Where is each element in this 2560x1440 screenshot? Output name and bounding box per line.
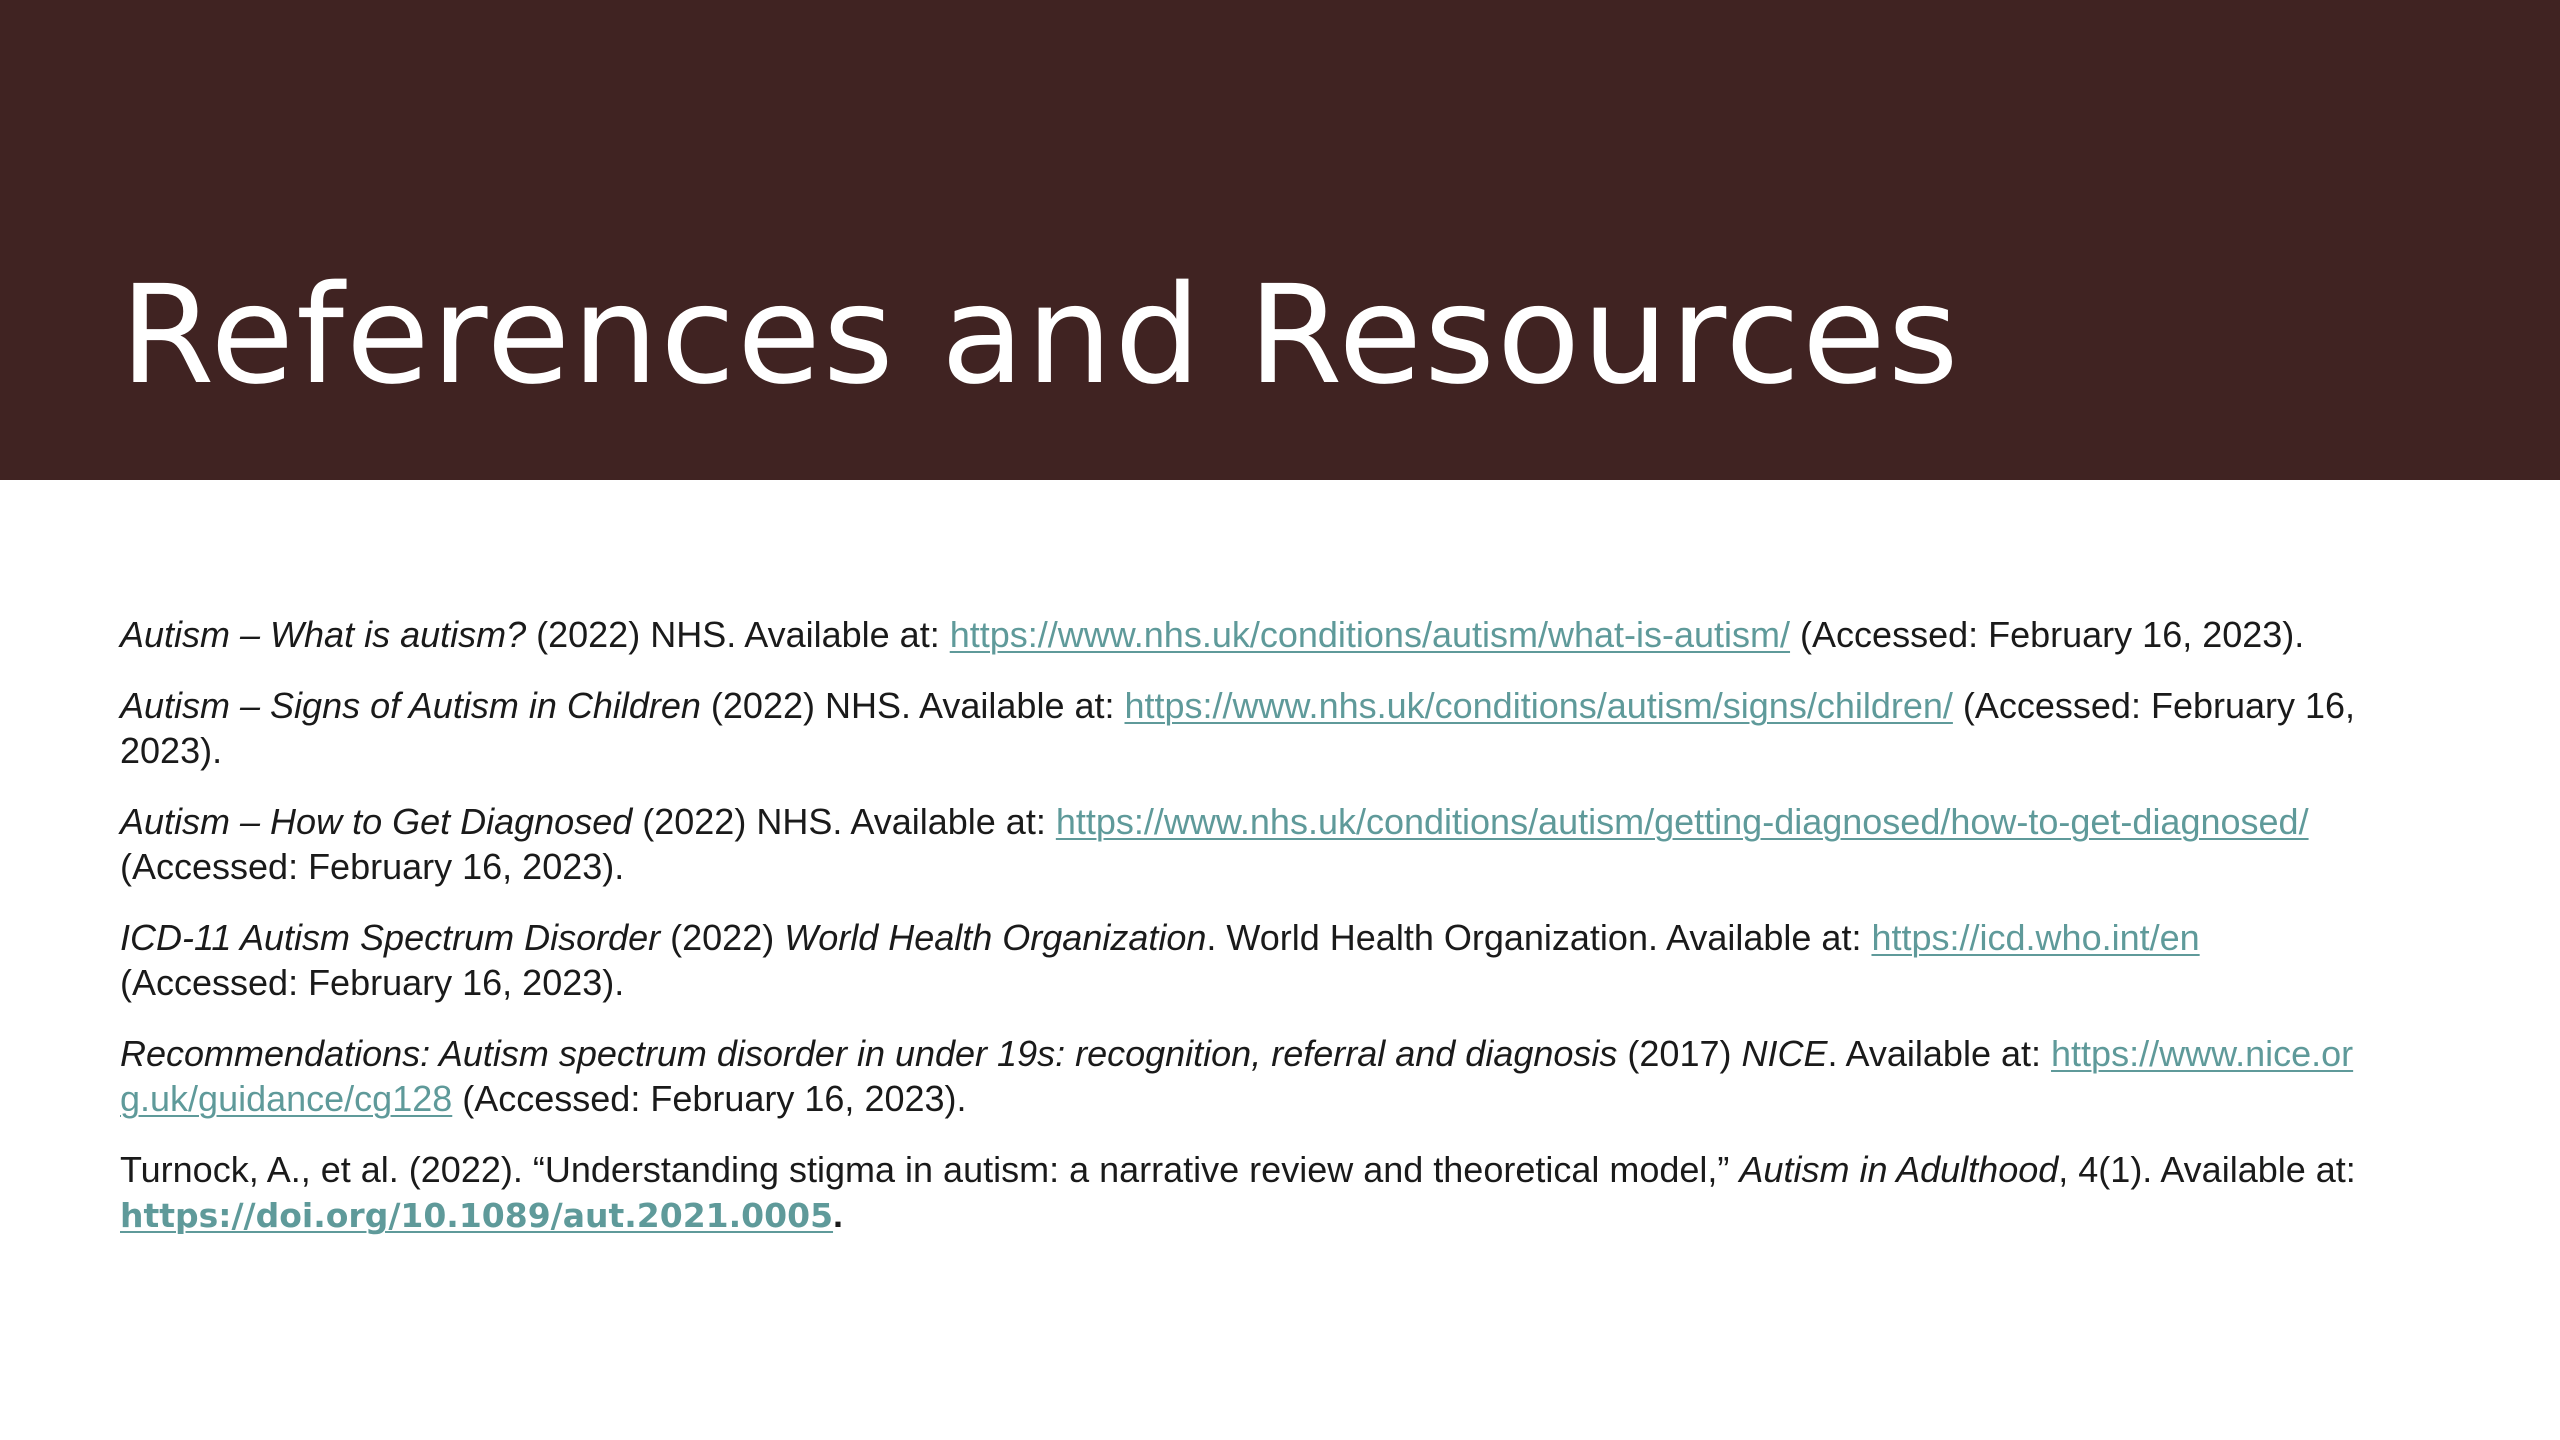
reference-accessed: (Accessed: February 16, 2023). <box>120 962 625 1003</box>
reference-entry <box>120 915 2360 1005</box>
reference-accessed: (Accessed: February 16, 2023). <box>1790 614 2305 655</box>
reference-link[interactable]: https://www.nhs.uk/conditions/autism/what-is-autism/ <box>949 614 1791 655</box>
reference-available-label: . Available at: <box>901 685 1125 726</box>
reference-available-label: . Available at: <box>1647 917 1872 958</box>
reference-year: (2022) <box>700 685 825 726</box>
reference-list <box>120 612 2360 1264</box>
reference-journal: Autism in Adulthood <box>1739 1149 2059 1190</box>
reference-year: (2017) <box>1617 1033 1742 1074</box>
reference-year: (2022) <box>660 917 785 958</box>
reference-entry <box>120 612 2360 657</box>
reference-entry <box>120 683 2360 773</box>
header-band <box>0 0 2560 480</box>
reference-accessed: (Accessed: February 16, 2023). <box>120 685 2356 771</box>
reference-available-label: . Available at: <box>726 614 950 655</box>
reference-entry <box>120 799 2360 889</box>
reference-title: ICD-11 Autism Spectrum Disorder <box>120 917 661 958</box>
reference-link[interactable]: https://www.nhs.uk/conditions/autism/signs/children/ <box>1124 685 1953 726</box>
slide-title: References and Resources <box>120 257 1961 415</box>
reference-publisher: NHS <box>824 685 901 726</box>
reference-title: Recommendations: Autism spectrum disorder in under 19s: recognition, referral and diagnosis <box>120 1033 1618 1074</box>
reference-publisher: NHS <box>650 614 727 655</box>
reference-available-label: . Available at: <box>1827 1033 2052 1074</box>
reference-title: Autism – What is autism? <box>120 614 527 655</box>
reference-end: . <box>833 1194 844 1235</box>
reference-link[interactable]: https://doi.org/10.1089/aut.2021.0005 <box>120 1196 834 1235</box>
reference-title: Autism – Signs of Autism in Children <box>120 685 701 726</box>
reference-link[interactable]: https://icd.who.int/en <box>1871 917 2200 958</box>
reference-year: (2022) <box>632 801 757 842</box>
reference-accessed: (Accessed: February 16, 2023). <box>120 846 625 887</box>
reference-journal: NICE <box>1741 1033 1828 1074</box>
reference-entry <box>120 1031 2360 1121</box>
reference-journal: World Health Organization <box>784 917 1207 958</box>
reference-title: Autism – How to Get Diagnosed <box>120 801 633 842</box>
reference-publisher: . World Health Organization <box>1206 917 1648 958</box>
reference-link[interactable]: https://www.nice.org.uk/guidance/cg128 <box>120 1033 2354 1119</box>
reference-publisher: NHS <box>756 801 833 842</box>
reference-year: (2022) <box>526 614 651 655</box>
reference-link[interactable]: https://www.nhs.uk/conditions/autism/getting-diagnosed/how-to-get-diagnosed/ <box>1055 801 2309 842</box>
reference-volume: , 4(1). Available at: <box>2058 1149 2356 1190</box>
reference-available-label: . Available at: <box>832 801 1056 842</box>
reference-entry <box>120 1147 2360 1238</box>
reference-accessed: (Accessed: February 16, 2023). <box>452 1078 967 1119</box>
reference-authors: Turnock, A., et al. (2022). “Understanding stigma in autism: a narrative review and theoretical model,” <box>120 1149 1740 1190</box>
